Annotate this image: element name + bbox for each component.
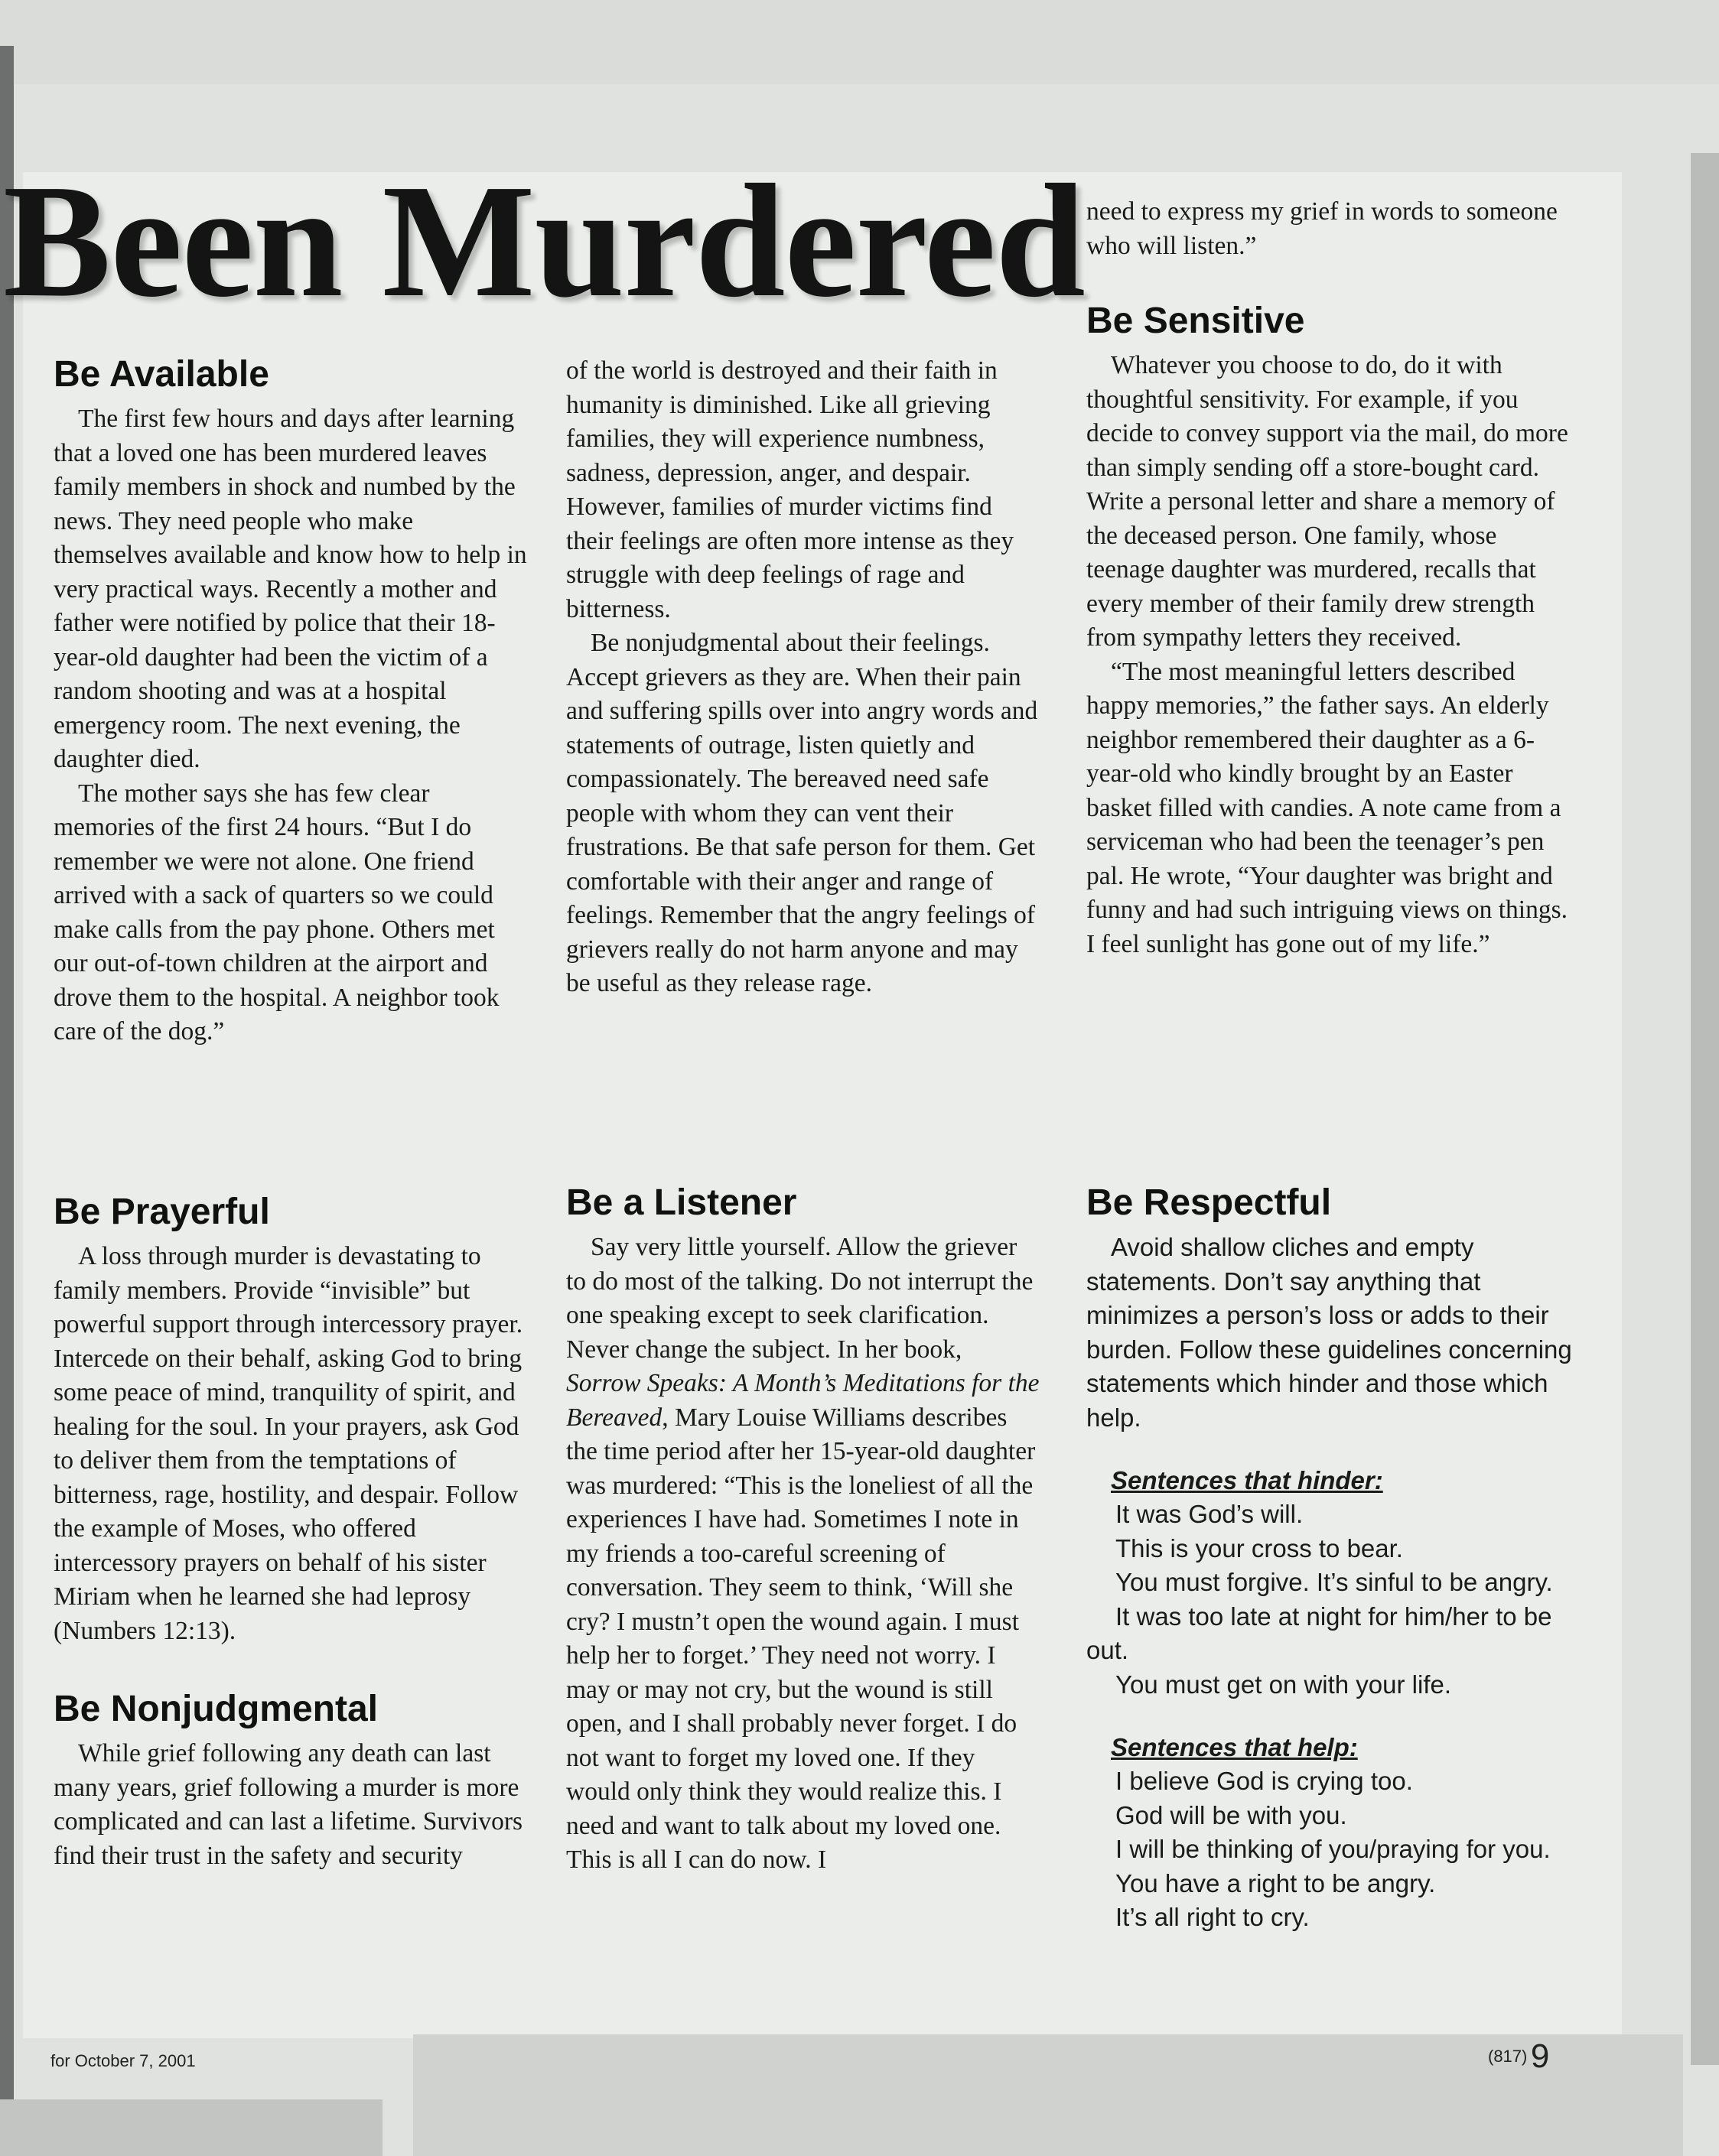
list-item: You have a right to be angry. — [1115, 1868, 1436, 1897]
page-top-background — [0, 0, 1719, 92]
paragraph: “The most meaningful letters described happy memories,” the father says. An elderly neighbor remembered their daughter as a 6-year-old who kindly brought by an Easter basket filled with candies. A note came from a serviceman who had been the teenager’s pen pal. He wrote, “Your daughter was bright and funny and had such intriguing views on things. I feel sunlight has gone out of my life.” — [1086, 657, 1568, 958]
book-title: Sorrow Speaks: A Month’s Meditations for the Bereaved — [566, 1369, 1040, 1432]
section-be-available — [54, 352, 528, 1049]
column-3 — [1086, 195, 1576, 961]
paragraph: Be nonjudgmental about their feelings. Accept grievers as they are. When their pain and suffering spills over into angry words and statements of outrage, listen quietly and compassionately. The bereaved need safe people with whom they can vent their frustrations. Be that safe person for them. Get comfortable with their anger and range of feelings. Remember that the angry feelings of grievers really do not harm anyone and may be useful as they release rage. — [566, 629, 1038, 997]
heading-be-respectful: Be Respectful — [1086, 1182, 1332, 1223]
heading-be-sensitive: Be Sensitive — [1086, 301, 1305, 341]
column-3-lower — [1086, 1180, 1576, 1935]
column-1 — [54, 352, 528, 1049]
heading-be-nonjudgmental: Be Nonjudgmental — [54, 1689, 379, 1729]
list-item: I will be thinking of you/praying for you. — [1115, 1835, 1551, 1863]
section-be-respectful — [1086, 1180, 1576, 1935]
paragraph: The mother says she has few clear memories of the first 24 hours. “But I do remember we were not alone. One friend arrived with a sack of quarters so we could make calls from the pay phone. Others met our out-of-town children at the airport and drove them to the hospital. A neighbor took care of the dog.” — [54, 779, 500, 1045]
list-item: You must forgive. It’s sinful to be angry. — [1115, 1568, 1553, 1596]
bottom-left-shade — [0, 2099, 383, 2156]
paragraph-text: Say very little yourself. Allow the griever to do most of the talking. Do not interrupt the one speaking except to seek clarification. Never change the subject. In her book, — [566, 1233, 1034, 1364]
paragraph — [566, 1231, 1040, 1878]
list-item: God will be with you. — [1115, 1800, 1347, 1829]
list-item: It was God’s will. — [1115, 1500, 1304, 1528]
section-be-prayerful — [54, 1189, 528, 1648]
column-1-lower — [54, 1189, 528, 1873]
paragraph-continued: need to express my grief in words to someone who will listen.” — [1086, 197, 1558, 260]
page-spine — [0, 46, 14, 2111]
column-2 — [566, 354, 1040, 1001]
page-number: 9 — [1530, 2037, 1550, 2075]
paragraph: Avoid shallow cliches and empty statements. Don’t say anything that minimizes a person’s loss or adds to their burden. Follow these guidelines concerning statements which hinder and those which help. — [1086, 1233, 1572, 1432]
list-item: You must get on with your life. — [1115, 1670, 1452, 1699]
section-be-sensitive — [1086, 298, 1576, 961]
subheading-sentences-that-help: Sentences that help: — [1111, 1733, 1358, 1761]
paragraph: While grief following any death can last many years, grief following a murder is more complicated and can last a lifetime. Survivors find their trust in the safety and security — [54, 1739, 523, 1870]
heading-be-a-listener: Be a Listener — [566, 1182, 797, 1223]
paragraph-continued: of the world is destroyed and their faith in humanity is diminished. Like all grieving families, they will experience numbness, sadness, depression, anger, and despair. However, families of murder victims find their feelings are often more intense as they struggle with deep feelings of rage and bitterness. — [566, 356, 1014, 623]
column-2-lower — [566, 1180, 1040, 1878]
section-be-a-listener — [566, 1180, 1040, 1878]
article-title: Been Murdered — [3, 151, 1085, 330]
paragraph: Whatever you choose to do, do it with thoughtful sensitivity. For example, if you decide to convey support via the mail, do more than simply sending off a store-bought card. Write a personal letter and share a memory of the deceased person. One family, whose teenage daughter was murdered, recalls that every member of their family drew strength from sympathy letters they received. — [1086, 351, 1568, 652]
list-item: It’s all right to cry. — [1115, 1903, 1310, 1931]
paragraph-text: , Mary Louise Williams describes the time period after her 15-year-old daughter was murdered: “This is the loneliest of all the experiences I have had. Sometimes I note in my friends a too-careful screening of conversation. They seem to think, ‘Will she cry? I mustn’t open the wound again. I must help her to forget.’ They need not worry. I may or may not cry, but the wound is still open, and I shall probably never forget. I do not want to forget my loved one. If they would only think they would realize this. I need and want to talk about my loved one. This is all I can do now. I — [566, 1403, 1036, 1874]
section-be-nonjudgmental — [54, 1686, 528, 1873]
subheading-sentences-that-hinder: Sentences that hinder: — [1111, 1466, 1383, 1494]
footer-date: for October 7, 2001 — [50, 2051, 196, 2070]
list-item: This is your cross to bear. — [1115, 1533, 1403, 1563]
paragraph: A loss through murder is devastating to family members. Provide “invisible” but powerful support through intercessory prayer. Intercede on their behalf, asking God to bring some peace of mind, tranquility of spirit, and healing for the soul. In your prayers, ask God to deliver them from the temptations of bitterness, rage, hostility, and despair. Follow the example of Moses, who offered intercessory prayers on behalf of his sister Miriam when he learned she had leprosy (Numbers 12:13). — [54, 1242, 523, 1645]
footer-page-number — [1488, 2037, 1549, 2076]
list-item: It was too late at night for him/her to be out. — [1086, 1602, 1552, 1664]
footer-code: (817) — [1488, 2047, 1528, 2066]
heading-be-prayerful: Be Prayerful — [54, 1192, 270, 1232]
list-item: I believe God is crying too. — [1115, 1767, 1413, 1795]
paragraph: The first few hours and days after learning that a loved one has been murdered leaves family members in shock and numbed by the news. They need people who make themselves available and know how to help in very practical ways. Recently a mother and father were notified by police that their 18-year-old daughter had been the victim of a random shooting and was at a hospital emergency room. The next evening, the daughter died. — [54, 405, 527, 773]
heading-be-available: Be Available — [54, 354, 269, 395]
next-page-edge — [1691, 153, 1719, 2065]
